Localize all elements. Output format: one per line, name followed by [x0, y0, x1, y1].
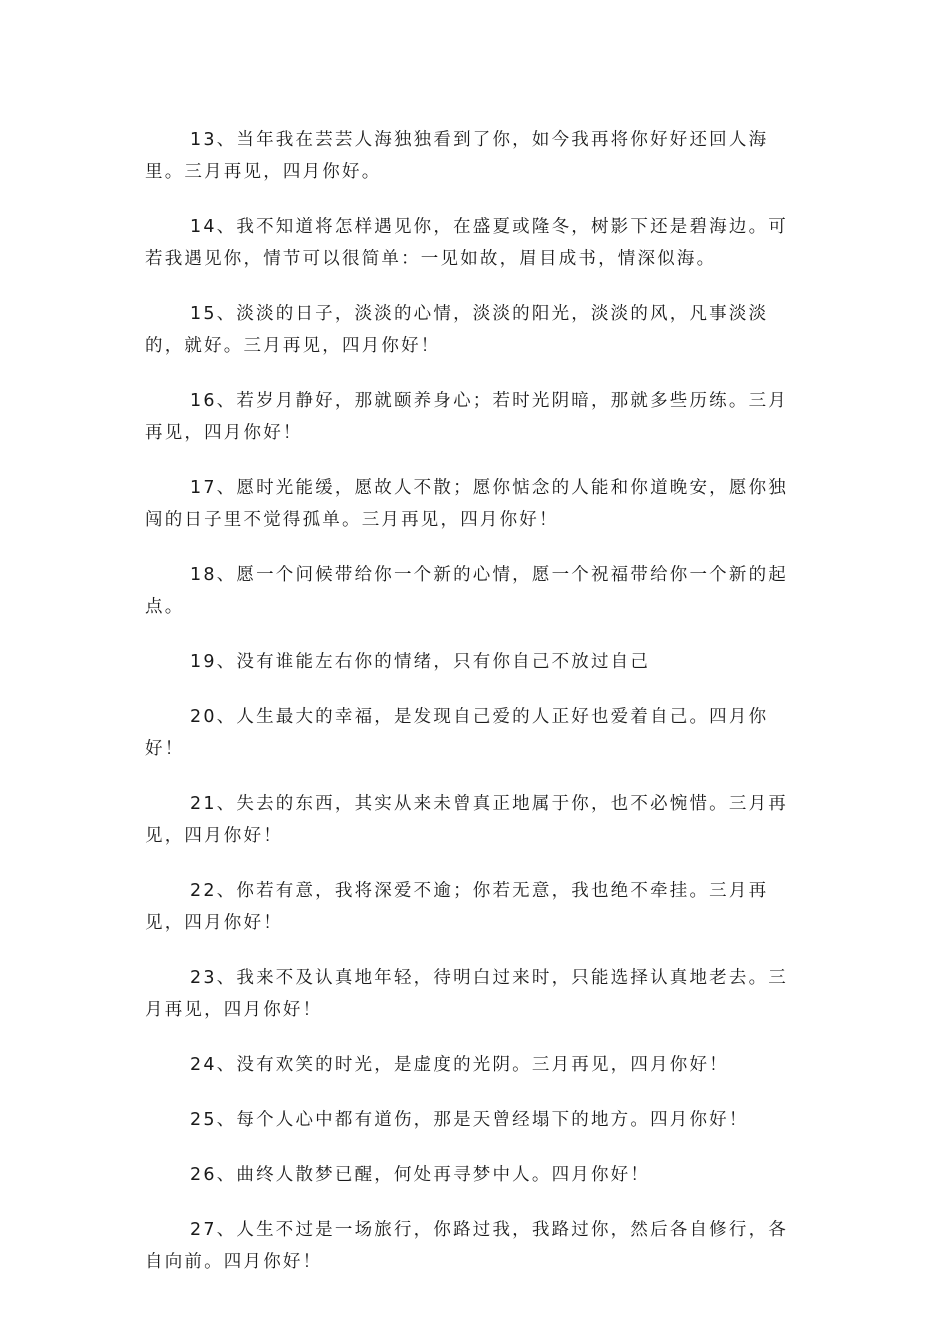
paragraph-17: 17、愿时光能缓，愿故人不散；愿你惦念的人能和你道晚安，愿你独闯的日子里不觉得孤单。三月再见，四月你好！	[145, 478, 788, 530]
paragraph-26: 26、曲终人散梦已醒，何处再寻梦中人。四月你好！	[190, 1165, 651, 1185]
paragraph-25: 25、每个人心中都有道伤，那是天曾经塌下的地方。四月你好！	[190, 1110, 749, 1130]
paragraph-15: 15、淡淡的日子，淡淡的心情，淡淡的阳光，淡淡的风，凡事淡淡的，就好。三月再见，四月你好！	[145, 304, 769, 356]
paragraph-18: 18、愿一个问候带给你一个新的心情，愿一个祝福带给你一个新的起点。	[145, 565, 788, 617]
paragraph-21: 21、失去的东西，其实从来未曾真正地属于你，也不必惋惜。三月再见，四月你好！	[145, 794, 788, 846]
paragraph-22: 22、你若有意，我将深爱不逾；你若无意，我也绝不牵挂。三月再见，四月你好！	[145, 881, 769, 933]
document-body	[145, 124, 800, 1301]
paragraph-14: 14、我不知道将怎样遇见你，在盛夏或隆冬，树影下还是碧海边。可若我遇见你，情节可以很简单：一见如故，眉目成书，情深似海。	[145, 217, 788, 269]
paragraph-23: 23、我来不及认真地年轻，待明白过来时，只能选择认真地老去。三月再见，四月你好！	[145, 968, 788, 1020]
paragraph-24: 24、没有欢笑的时光，是虚度的光阴。三月再见，四月你好！	[190, 1055, 729, 1075]
paragraph-19: 19、没有谁能左右你的情绪，只有你自己不放过自己	[190, 652, 651, 672]
paragraph-13: 13、当年我在芸芸人海独独看到了你，如今我再将你好好还回人海里。三月再见，四月你好。	[145, 130, 769, 182]
paragraph-16: 16、若岁月静好，那就颐养身心；若时光阴暗，那就多些历练。三月再见，四月你好！	[145, 391, 788, 443]
paragraph-27: 27、人生不过是一场旅行，你路过我，我路过你，然后各自修行，各自向前。四月你好！	[145, 1220, 788, 1272]
paragraph-20: 20、人生最大的幸福，是发现自己爱的人正好也爱着自己。四月你好！	[145, 707, 769, 759]
